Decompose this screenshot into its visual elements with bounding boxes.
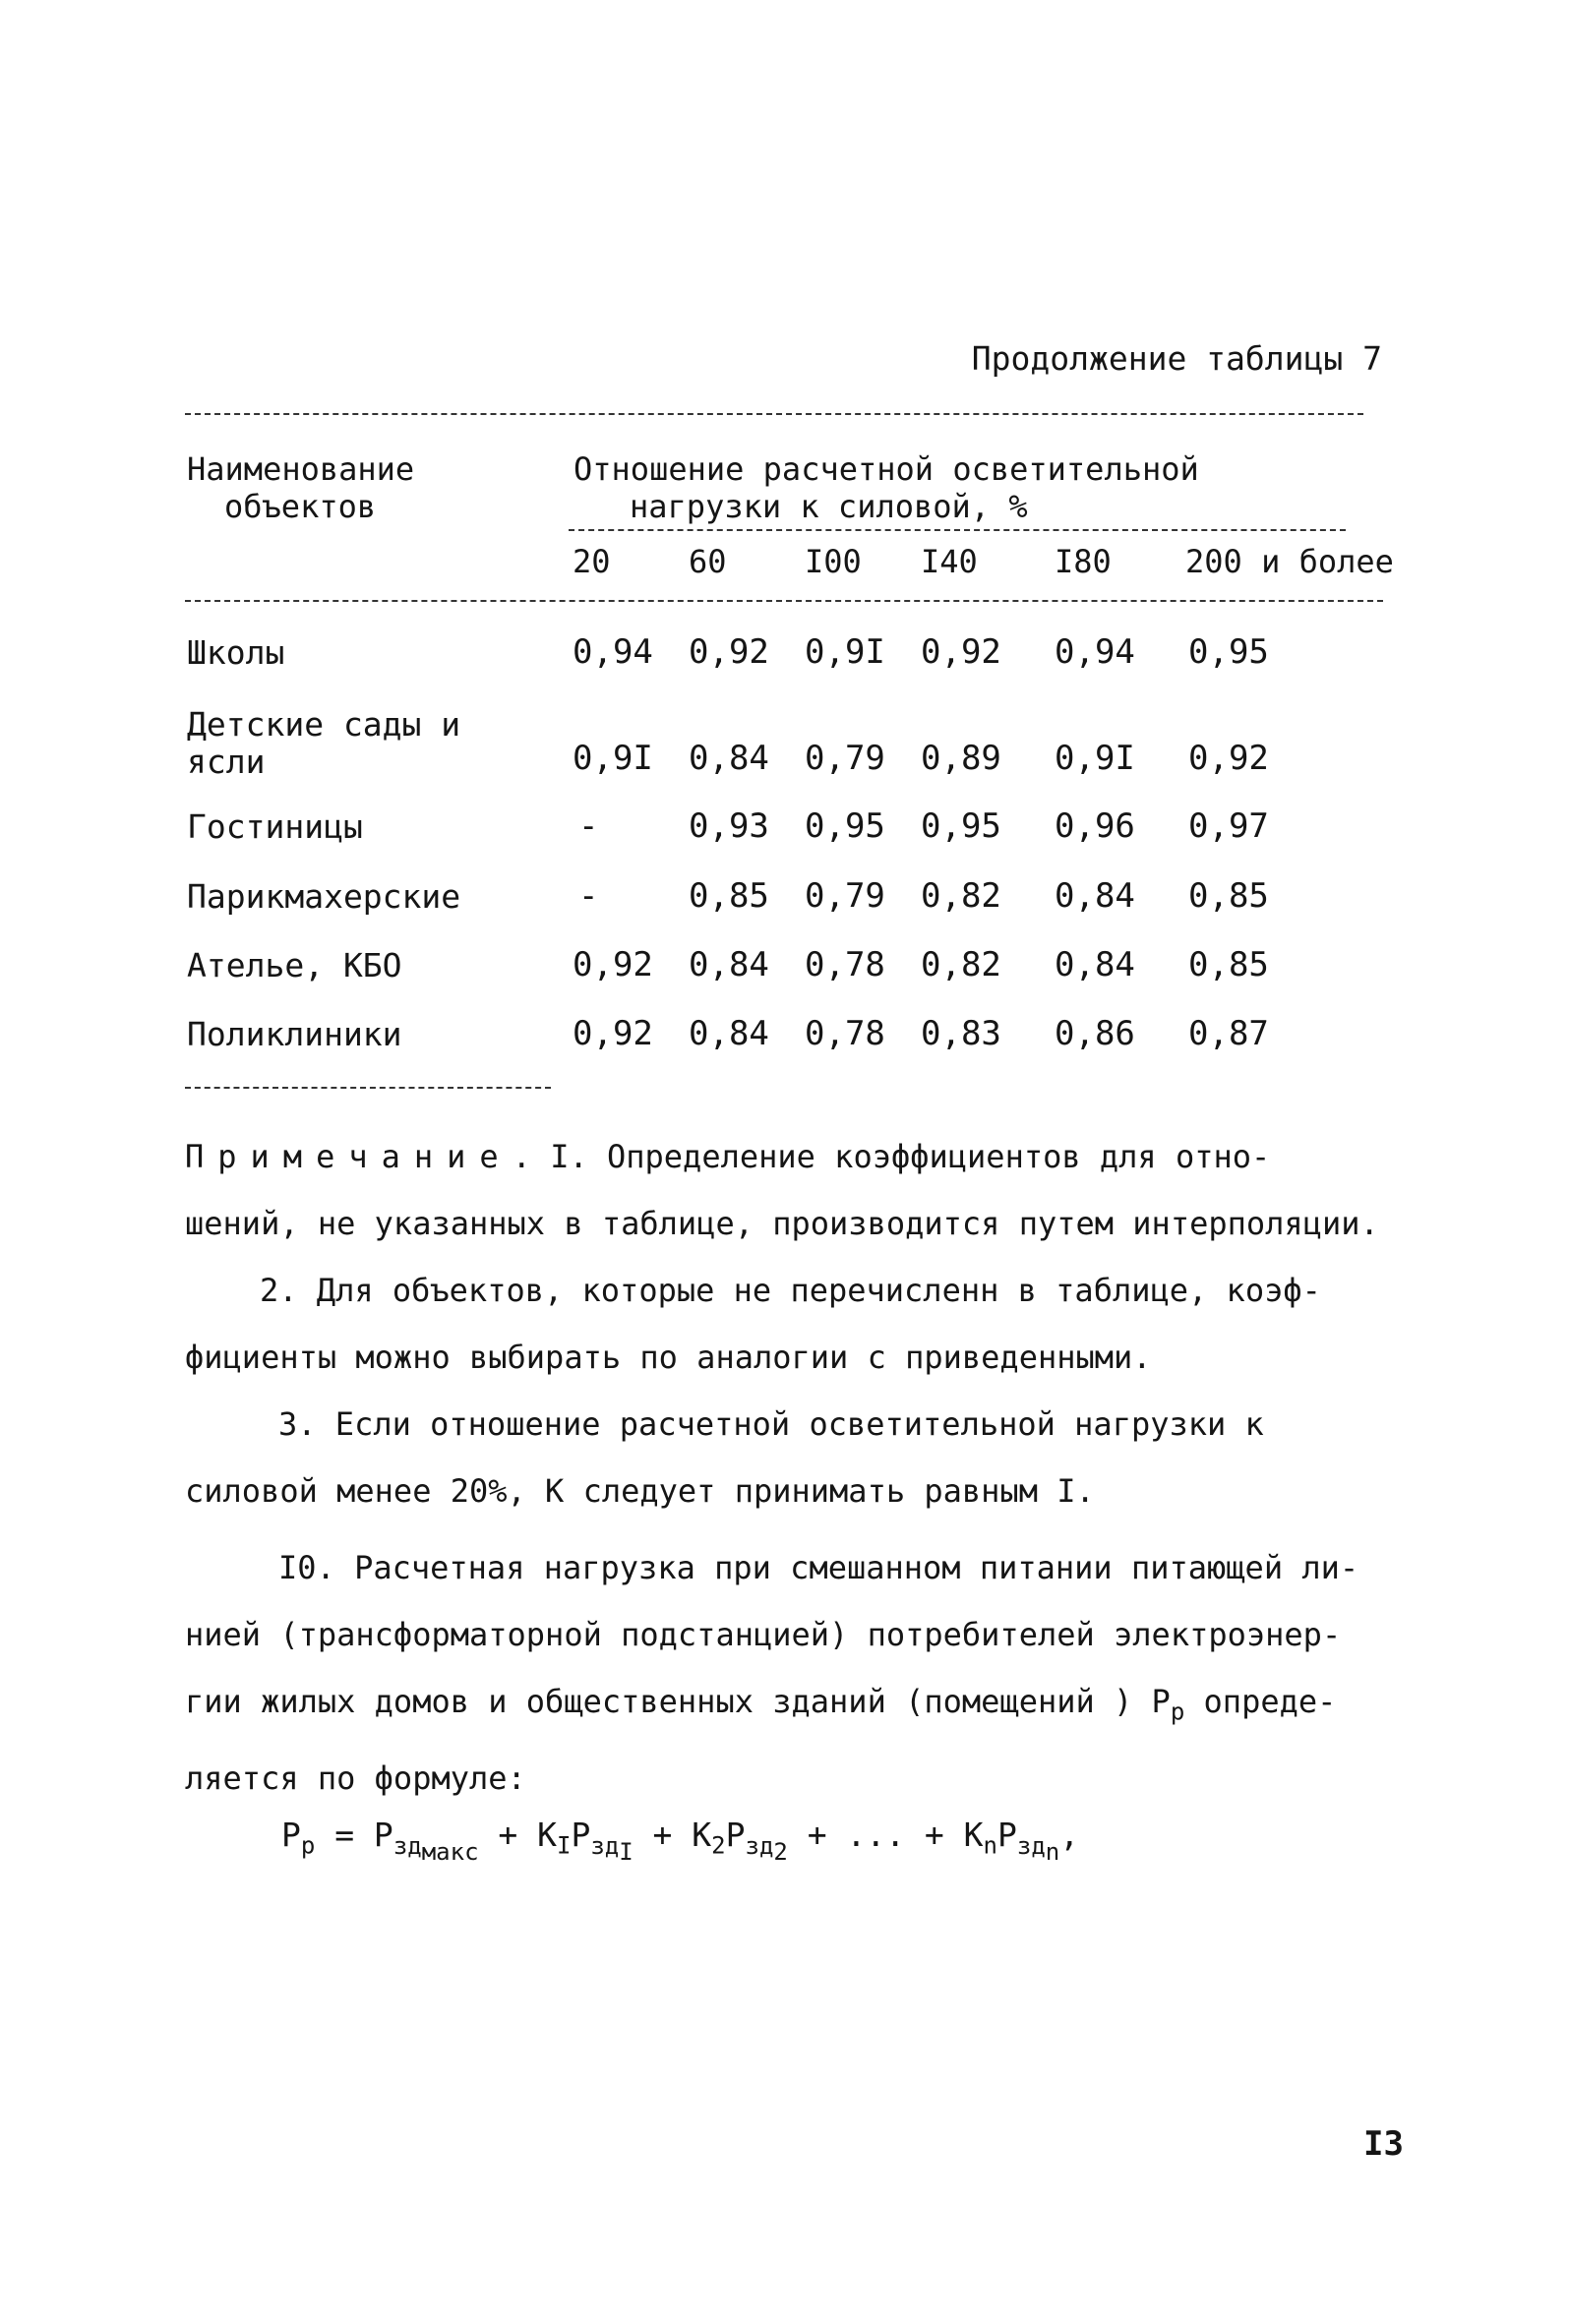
table-cell: 0,84 <box>1055 876 1135 916</box>
row-name-ateliers: Ателье, КБО <box>187 946 402 984</box>
table-cell: 0,78 <box>805 945 885 984</box>
formula: $P_р = P_{зд_{макс}} + К_IP_{зд_I} + К_2P_{зд_2}$ + ... + $К_nP_{зд_n}$, <box>281 1816 1080 1866</box>
column-header-60: 60 <box>689 543 727 580</box>
table-cell: 0,85 <box>689 876 769 916</box>
table-cell: - <box>578 876 599 916</box>
table-cell: 0,92 <box>573 945 653 984</box>
table-cell: 0,9I <box>805 632 885 672</box>
table-cell: 0,95 <box>805 806 885 846</box>
table-cell: 0,94 <box>1055 632 1135 672</box>
column-header-200-plus: 200 и более <box>1185 543 1394 580</box>
table-cell: 0,87 <box>1188 1014 1269 1053</box>
note-label: Примечание <box>185 1138 513 1175</box>
table-cell: 0,84 <box>689 1014 769 1053</box>
header-group <box>573 450 1199 525</box>
section-10-line-3: гии жилых домов и общественных зданий (помещений ) $P_р$ опреде- <box>185 1683 1337 1726</box>
column-header-140: I40 <box>921 543 978 580</box>
table-cell: 0,79 <box>805 739 885 778</box>
table-cell: 0,79 <box>805 876 885 916</box>
header-group-line-1: Отношение расчетной осветительной <box>573 450 1199 488</box>
table-cell: 0,78 <box>805 1014 885 1053</box>
table-cell: 0,84 <box>1055 945 1135 984</box>
table-cell: 0,95 <box>1188 632 1269 672</box>
section-10-line-2: нией (трансформаторной подстанцией) потребителей электроэнер- <box>185 1616 1342 1653</box>
table-cell: 0,86 <box>1055 1014 1135 1053</box>
note-item-1-text: . I. Определение коэффициентов для отно- <box>512 1138 1271 1175</box>
row-name-hotels: Гостиницы <box>187 807 363 846</box>
header-bottom-rule <box>185 600 1383 602</box>
note-line-1 <box>185 1123 1405 1190</box>
section-10-line-4: ляется по формуле: <box>185 1759 526 1798</box>
table-cell: 0,83 <box>921 1014 1001 1053</box>
section-10 <box>185 1534 1405 1812</box>
table-cell: 0,92 <box>1188 739 1269 778</box>
table-top-rule <box>185 413 1363 415</box>
table-cell: 0,85 <box>1188 876 1269 916</box>
column-header-180: I80 <box>1055 543 1112 580</box>
row-name-schools: Школы <box>187 633 285 672</box>
table-cell: 0,82 <box>921 876 1001 916</box>
row-name-line-1: Детские сады и <box>187 705 461 744</box>
note-item-1-cont: шений, не указанных в таблице, производится путем интерполяции. <box>185 1205 1379 1242</box>
table-cell: - <box>578 806 599 846</box>
header-name <box>187 450 414 525</box>
section-10-line-1: I0. Расчетная нагрузка при смешанном питании питающей ли- <box>278 1549 1359 1586</box>
table-cell: 0,97 <box>1188 806 1269 846</box>
note-block <box>185 1123 1405 1524</box>
row-name-polyclinics: Поликлиники <box>187 1015 402 1053</box>
table-cell: 0,94 <box>573 632 653 672</box>
table-caption: Продолжение таблицы 7 <box>971 339 1382 378</box>
table-cell: 0,84 <box>689 739 769 778</box>
note-item-3-line-1: 3. Если отношение расчетной осветительной нагрузки к <box>278 1405 1264 1443</box>
table-bottom-rule <box>185 1087 551 1089</box>
table-cell: 0,93 <box>689 806 769 846</box>
table-cell: 0,89 <box>921 739 1001 778</box>
table-cell: 0,92 <box>573 1014 653 1053</box>
table-cell: 0,85 <box>1188 945 1269 984</box>
table-cell: 0,82 <box>921 945 1001 984</box>
note-item-2-line-1: 2. Для объектов, которые не перечисленн в таблице, коэф- <box>260 1272 1321 1309</box>
column-header-100: I00 <box>805 543 862 580</box>
table-cell: 0,92 <box>921 632 1001 672</box>
header-group-rule <box>569 529 1346 531</box>
column-header-20: 20 <box>573 543 611 580</box>
header-name-line-2: объектов <box>224 488 377 525</box>
row-name-hairdressers: Парикмахерские <box>187 877 461 916</box>
table-cell: 0,9I <box>573 739 653 778</box>
note-item-3-line-2: силовой менее 20%, К следует принимать равным I. <box>185 1472 1095 1510</box>
table-cell: 0,92 <box>689 632 769 672</box>
table-cell: 0,96 <box>1055 806 1135 846</box>
header-group-line-2: нагрузки к силовой, % <box>630 488 1028 525</box>
table-cell: 0,95 <box>921 806 1001 846</box>
row-name-line-2: ясли <box>187 743 266 781</box>
note-item-2-line-2: фициенты можно выбирать по аналогии с приведенными. <box>185 1339 1152 1376</box>
table-cell: 0,9I <box>1055 739 1135 778</box>
page-number: I3 <box>1363 2124 1404 2164</box>
header-name-line-1: Наименование <box>187 450 415 488</box>
table-cell: 0,84 <box>689 945 769 984</box>
row-name-kindergartens <box>187 706 460 781</box>
